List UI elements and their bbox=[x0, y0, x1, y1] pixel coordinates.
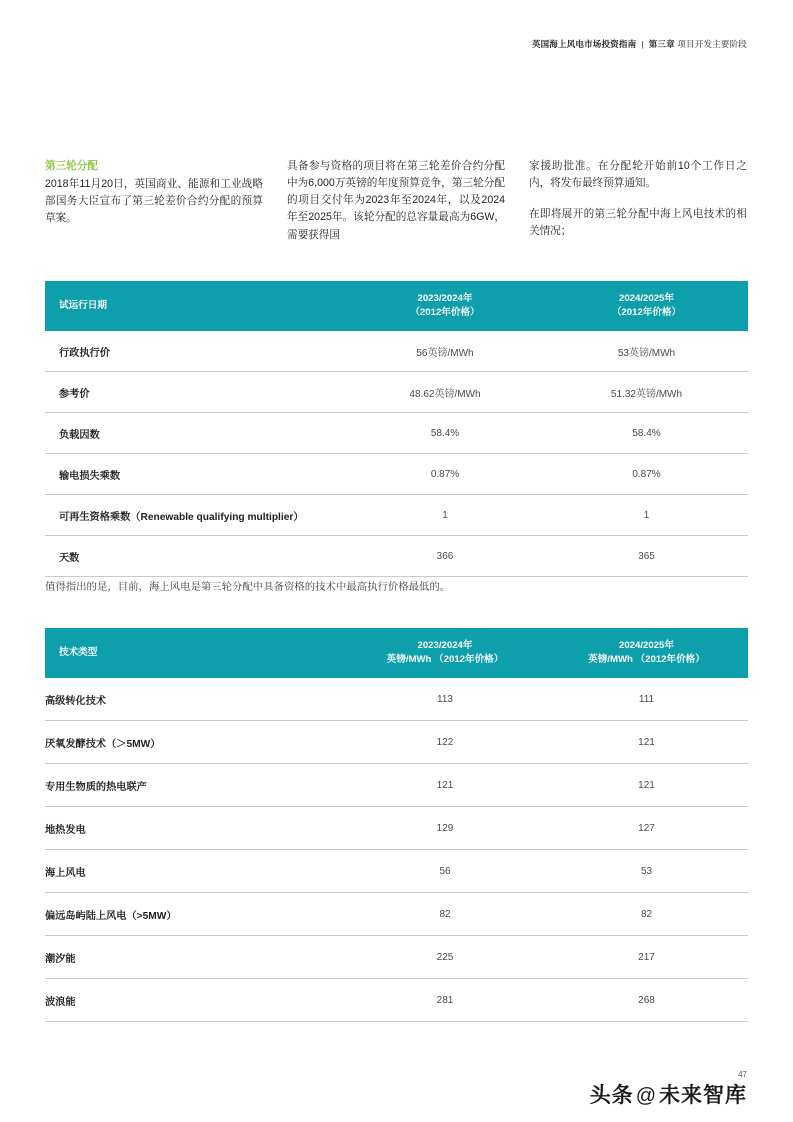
table-row bbox=[45, 535, 748, 576]
watermark bbox=[590, 1079, 747, 1109]
row-value-2: 51.32英镑/MWh bbox=[545, 371, 748, 412]
row-value-1: 129 bbox=[345, 806, 545, 849]
row-value-2: 365 bbox=[545, 535, 748, 576]
table-row bbox=[45, 678, 748, 721]
header-chapter-subtitle: 项目开发主要阶段 bbox=[677, 39, 747, 49]
table2-body bbox=[45, 678, 748, 1022]
header-title: 英国海上风电市场投资指南 bbox=[531, 39, 637, 49]
row-value-2: 121 bbox=[545, 763, 748, 806]
table-row bbox=[45, 849, 748, 892]
table2-header-col1 bbox=[345, 628, 545, 678]
table2-header-col1-line2: 英镑/MWh （2012年价格） bbox=[386, 653, 504, 665]
row-value-1: 58.4% bbox=[345, 412, 545, 453]
table-header-row bbox=[45, 281, 748, 331]
page-header bbox=[532, 38, 747, 50]
row-value-1: 366 bbox=[345, 535, 545, 576]
row-value-1: 281 bbox=[345, 978, 545, 1021]
table-row bbox=[45, 763, 748, 806]
intro-subheading: 第三轮分配 bbox=[45, 160, 98, 172]
row-label: 厌氧发酵技术（＞5MW） bbox=[45, 720, 345, 763]
row-label: 高级转化技术 bbox=[45, 678, 345, 721]
intro-column-2 bbox=[287, 158, 505, 244]
row-label: 行政执行价 bbox=[45, 331, 345, 372]
row-value-2: 0.87% bbox=[545, 453, 748, 494]
row-label: 输电损失乘数 bbox=[45, 453, 345, 494]
table1-header-col2-line1: 2024/2025年 bbox=[619, 293, 674, 304]
intro-paragraph-1: 2018年11月20日，英国商业、能源和工业战略部国务大臣宣布了第三轮差价合约分配的预算草案。 bbox=[45, 178, 263, 225]
table1-header bbox=[45, 281, 748, 331]
row-value-2: 268 bbox=[545, 978, 748, 1021]
table-row bbox=[45, 978, 748, 1021]
row-value-2: 121 bbox=[545, 720, 748, 763]
row-value-1: 121 bbox=[345, 763, 545, 806]
table2-header bbox=[45, 628, 748, 678]
technology-strike-price-table bbox=[45, 628, 748, 1022]
table1-body bbox=[45, 331, 748, 577]
header-chapter: 第三章 bbox=[648, 39, 675, 49]
intro-paragraph-3: 家援助批准。在分配轮开始前10个工作日之内，将发布最终预算通知。 bbox=[529, 160, 747, 190]
row-value-1: 122 bbox=[345, 720, 545, 763]
table-row bbox=[45, 331, 748, 372]
table-row bbox=[45, 806, 748, 849]
table-row bbox=[45, 892, 748, 935]
table2-header-label: 技术类型 bbox=[45, 628, 345, 678]
intro-column-1 bbox=[45, 158, 263, 244]
table-row bbox=[45, 412, 748, 453]
row-label: 专用生物质的热电联产 bbox=[45, 763, 345, 806]
table2-header-col2 bbox=[545, 628, 748, 678]
intro-columns bbox=[45, 158, 748, 244]
table1-header-col1-line1: 2023/2024年 bbox=[417, 293, 473, 304]
watermark-at-symbol: @ bbox=[635, 1085, 657, 1107]
row-label: 地热发电 bbox=[45, 806, 345, 849]
table-row bbox=[45, 453, 748, 494]
row-label: 可再生资格乘数（Renewable qualifying multiplier） bbox=[45, 494, 345, 535]
watermark-left: 头条 bbox=[589, 1084, 634, 1107]
table2-header-col2-line2: 英镑/MWh （2012年价格） bbox=[588, 653, 705, 665]
table2-header-col1-line1: 2023/2024年 bbox=[417, 640, 473, 651]
row-label: 海上风电 bbox=[45, 849, 345, 892]
row-value-1: 1 bbox=[345, 494, 545, 535]
row-value-1: 82 bbox=[345, 892, 545, 935]
row-value-2: 82 bbox=[545, 892, 748, 935]
row-value-2: 58.4% bbox=[545, 412, 748, 453]
table1-header-label: 试运行日期 bbox=[45, 281, 345, 331]
row-value-2: 217 bbox=[545, 935, 748, 978]
table1-header-col1-line2: （2012年价格） bbox=[410, 306, 480, 318]
mid-note-text: 值得指出的是，目前，海上风电是第三轮分配中具备资格的技术中最高执行价格最低的。 bbox=[45, 582, 451, 593]
intro-paragraph-2: 具备参与资格的项目将在第三轮差价合约分配中为6,000万英镑的年度预算竞争，第三轮分配的项目交付年为2023年至2024年，以及2024年至2025年。该轮分配的总容量最高为6GW，需要获得国 bbox=[287, 160, 505, 241]
table-row bbox=[45, 371, 748, 412]
row-value-1: 225 bbox=[345, 935, 545, 978]
intro-paragraph-4: 在即将展开的第三轮分配中海上风电技术的相关情况； bbox=[529, 208, 747, 238]
row-value-1: 56 bbox=[345, 849, 545, 892]
row-value-2: 53 bbox=[545, 849, 748, 892]
row-label: 偏远岛屿陆上风电（>5MW） bbox=[45, 892, 345, 935]
header-divider: | bbox=[641, 39, 644, 49]
row-label: 潮汐能 bbox=[45, 935, 345, 978]
table-row bbox=[45, 935, 748, 978]
row-value-2: 53英镑/MWh bbox=[545, 331, 748, 372]
cfd-strike-price-table bbox=[45, 281, 748, 577]
row-value-2: 127 bbox=[545, 806, 748, 849]
row-value-2: 111 bbox=[545, 678, 748, 721]
table-header-row bbox=[45, 628, 748, 678]
table1-header-col2-line2: （2012年价格） bbox=[611, 306, 682, 318]
row-value-1: 56英镑/MWh bbox=[345, 331, 545, 372]
table2-header-col2-line1: 2024/2025年 bbox=[619, 640, 674, 651]
row-value-1: 0.87% bbox=[345, 453, 545, 494]
intro-column-3 bbox=[529, 158, 747, 244]
row-label: 天数 bbox=[45, 535, 345, 576]
row-label: 波浪能 bbox=[45, 978, 345, 1021]
row-value-1: 113 bbox=[345, 678, 545, 721]
table1-header-col2 bbox=[545, 281, 748, 331]
row-label: 参考价 bbox=[45, 371, 345, 412]
row-value-1: 48.62英镑/MWh bbox=[345, 371, 545, 412]
row-value-2: 1 bbox=[545, 494, 748, 535]
table-row bbox=[45, 494, 748, 535]
page-number: 47 bbox=[738, 1070, 747, 1079]
row-label: 负载因数 bbox=[45, 412, 345, 453]
table-row bbox=[45, 720, 748, 763]
table1-header-col1 bbox=[345, 281, 545, 331]
watermark-right: 未来智库 bbox=[659, 1084, 747, 1107]
